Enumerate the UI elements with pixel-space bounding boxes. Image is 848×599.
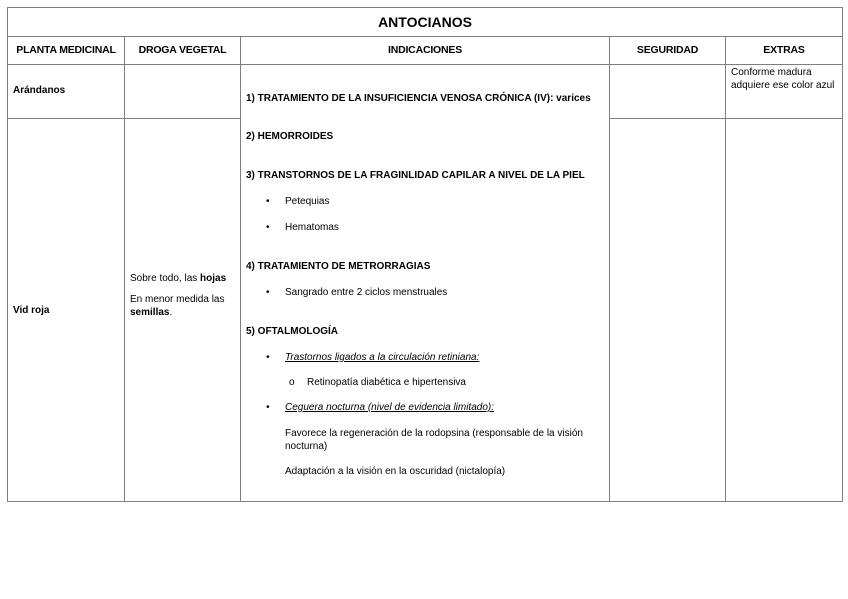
indicacion-4: 4) TRATAMIENTO DE METRORRAGIAS xyxy=(246,261,431,272)
paragraph-adaptacion: Adaptación a la visión en la oscuridad (nictalopía) xyxy=(285,466,506,477)
planta-vid-roja: Vid roja xyxy=(13,305,50,316)
col-divider-3 xyxy=(609,36,610,502)
header-indicaciones: INDICACIONES xyxy=(387,44,463,56)
droga-vid-roja xyxy=(130,272,240,319)
col-divider-1 xyxy=(124,36,125,502)
bullet-ceguera: • Ceguera nocturna (nivel de evidencia limitado): xyxy=(285,401,494,414)
indicacion-3: 3) TRANSTORNOS DE LA FRAGINLIDAD CAPILAR A NIVEL DE LA PIEL xyxy=(246,170,585,181)
droga-text: . xyxy=(169,307,173,318)
indicacion-5: 5) OFTALMOLOGÍA xyxy=(246,326,339,337)
header-seguridad: SEGURIDAD xyxy=(636,44,699,56)
bullet-sangrado: • Sangrado entre 2 ciclos menstruales xyxy=(285,286,447,299)
droga-line-hojas xyxy=(130,272,240,285)
header-extras: EXTRAS xyxy=(763,44,805,56)
header-divider xyxy=(8,64,842,65)
indicacion-2: 2) HEMORROIDES xyxy=(246,131,334,142)
planta-arandanos: Arándanos xyxy=(13,85,66,96)
bullet-trastornos: • Trastornos ligados a la circulación retiniana: xyxy=(285,351,479,364)
droga-text: Sobre todo, las xyxy=(130,273,201,284)
bullet-hematomas: • Hematomas xyxy=(285,221,339,234)
extras-arandanos: Conforme madura adquiere ese color azul xyxy=(731,67,835,91)
header-droga-vegetal: DROGA VEGETAL xyxy=(138,44,227,56)
indicacion-1: 1) TRATAMIENTO DE LA INSUFICIENCIA VENOSA CRÓNICA (IV): varices xyxy=(246,93,591,104)
droga-text: En menor medida las xyxy=(130,294,225,305)
paragraph-rodopsina: Favorece la regeneración de la rodopsina (responsable de la visión nocturna) xyxy=(285,428,583,452)
sub-bullet-retinopatia: o Retinopatía diabética e hipertensiva xyxy=(307,376,466,389)
droga-bold-semillas: semillas xyxy=(130,307,170,318)
header-planta-medicinal: PLANTA MEDICINAL xyxy=(16,44,116,56)
table-title: ANTOCIANOS xyxy=(378,14,472,30)
droga-line-semillas xyxy=(130,293,240,319)
droga-bold-hojas: hojas xyxy=(200,273,227,284)
col-divider-2 xyxy=(240,36,241,502)
bullet-petequias: • Petequias xyxy=(285,195,329,208)
col-divider-4 xyxy=(725,36,726,502)
antocianos-table xyxy=(7,7,843,502)
